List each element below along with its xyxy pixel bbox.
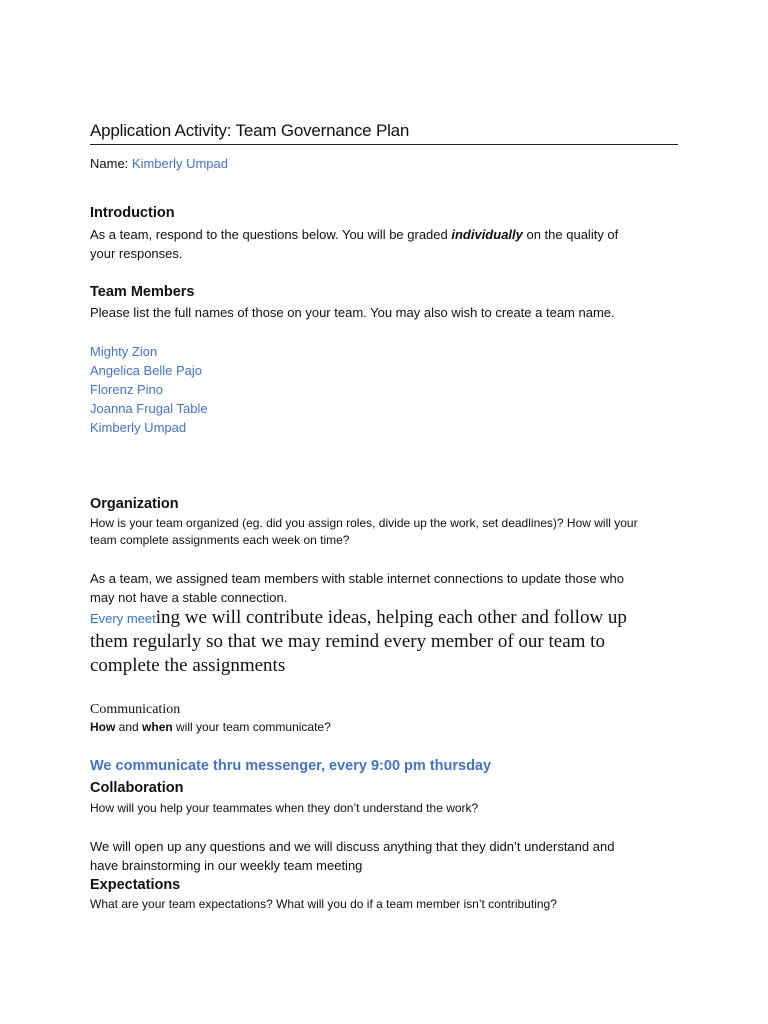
document-title: Application Activity: Team Governance Plan bbox=[90, 121, 678, 145]
organization-prompt-line1: How is your team organized (eg. did you assign roles, divide up the work, set deadlines)? How will your bbox=[90, 516, 638, 530]
organization-answer-line3 bbox=[90, 606, 627, 630]
communication-heading: Communication bbox=[90, 702, 181, 717]
communication-prompt-and: and bbox=[115, 720, 143, 734]
collaboration-prompt: How will you help your teammates when they don’t understand the work? bbox=[90, 801, 479, 815]
name-label: Name: bbox=[90, 156, 132, 171]
list-item: Mighty Zion bbox=[90, 344, 158, 359]
communication-prompt-how: How bbox=[90, 720, 116, 734]
name-value: Kimberly Umpad bbox=[131, 156, 228, 171]
collaboration-heading: Collaboration bbox=[90, 780, 184, 796]
communication-prompt-rest: will your team communicate? bbox=[172, 720, 331, 734]
organization-answer-line5: complete the assignments bbox=[90, 655, 286, 676]
introduction-text-line1 bbox=[90, 225, 618, 244]
organization-answer-blue-fragment: Every meet bbox=[90, 611, 156, 626]
list-item: Angelica Belle Pajo bbox=[90, 363, 203, 378]
communication-answer: We communicate thru messenger, every 9:00 pm thursday bbox=[90, 758, 492, 774]
expectations-heading: Expectations bbox=[90, 877, 181, 893]
organization-heading: Organization bbox=[90, 496, 179, 512]
organization-answer-line4: them regularly so that we may remind every member of our team to bbox=[90, 631, 605, 652]
collaboration-answer-line2: have brainstorming in our weekly team meeting bbox=[90, 858, 363, 873]
organization-answer-line1: As a team, we assigned team members with stable internet connections to update those who bbox=[90, 571, 625, 586]
introduction-text-line2: your responses. bbox=[90, 246, 183, 261]
list-item: Florenz Pino bbox=[90, 382, 163, 397]
organization-answer-line2: may not have a stable connection. bbox=[90, 590, 288, 605]
list-item: Kimberly Umpad bbox=[90, 420, 187, 435]
team-members-prompt: Please list the full names of those on your team. You may also wish to create a team name. bbox=[90, 305, 615, 320]
expectations-prompt: What are your team expectations? What will you do if a team member isn’t contributing? bbox=[90, 897, 557, 911]
introduction-text-start: As a team, respond to the questions below. You will be graded bbox=[90, 227, 452, 242]
collaboration-answer-line1: We will open up any questions and we will discuss anything that they didn’t understand and bbox=[90, 839, 615, 854]
team-members-list bbox=[90, 342, 208, 437]
introduction-emphasis: individually bbox=[451, 227, 523, 242]
communication-prompt bbox=[90, 719, 331, 736]
communication-prompt-when: when bbox=[142, 720, 173, 734]
introduction-heading: Introduction bbox=[90, 205, 175, 221]
team-members-heading: Team Members bbox=[90, 284, 195, 300]
list-item: Joanna Frugal Table bbox=[90, 401, 208, 416]
organization-prompt-line2: team complete assignments each week on time? bbox=[90, 533, 350, 547]
name-row bbox=[90, 156, 228, 171]
organization-answer-serif-fragment: ing we will contribute ideas, helping each other and follow up bbox=[155, 607, 627, 628]
introduction-text-end: on the quality of bbox=[522, 227, 619, 242]
